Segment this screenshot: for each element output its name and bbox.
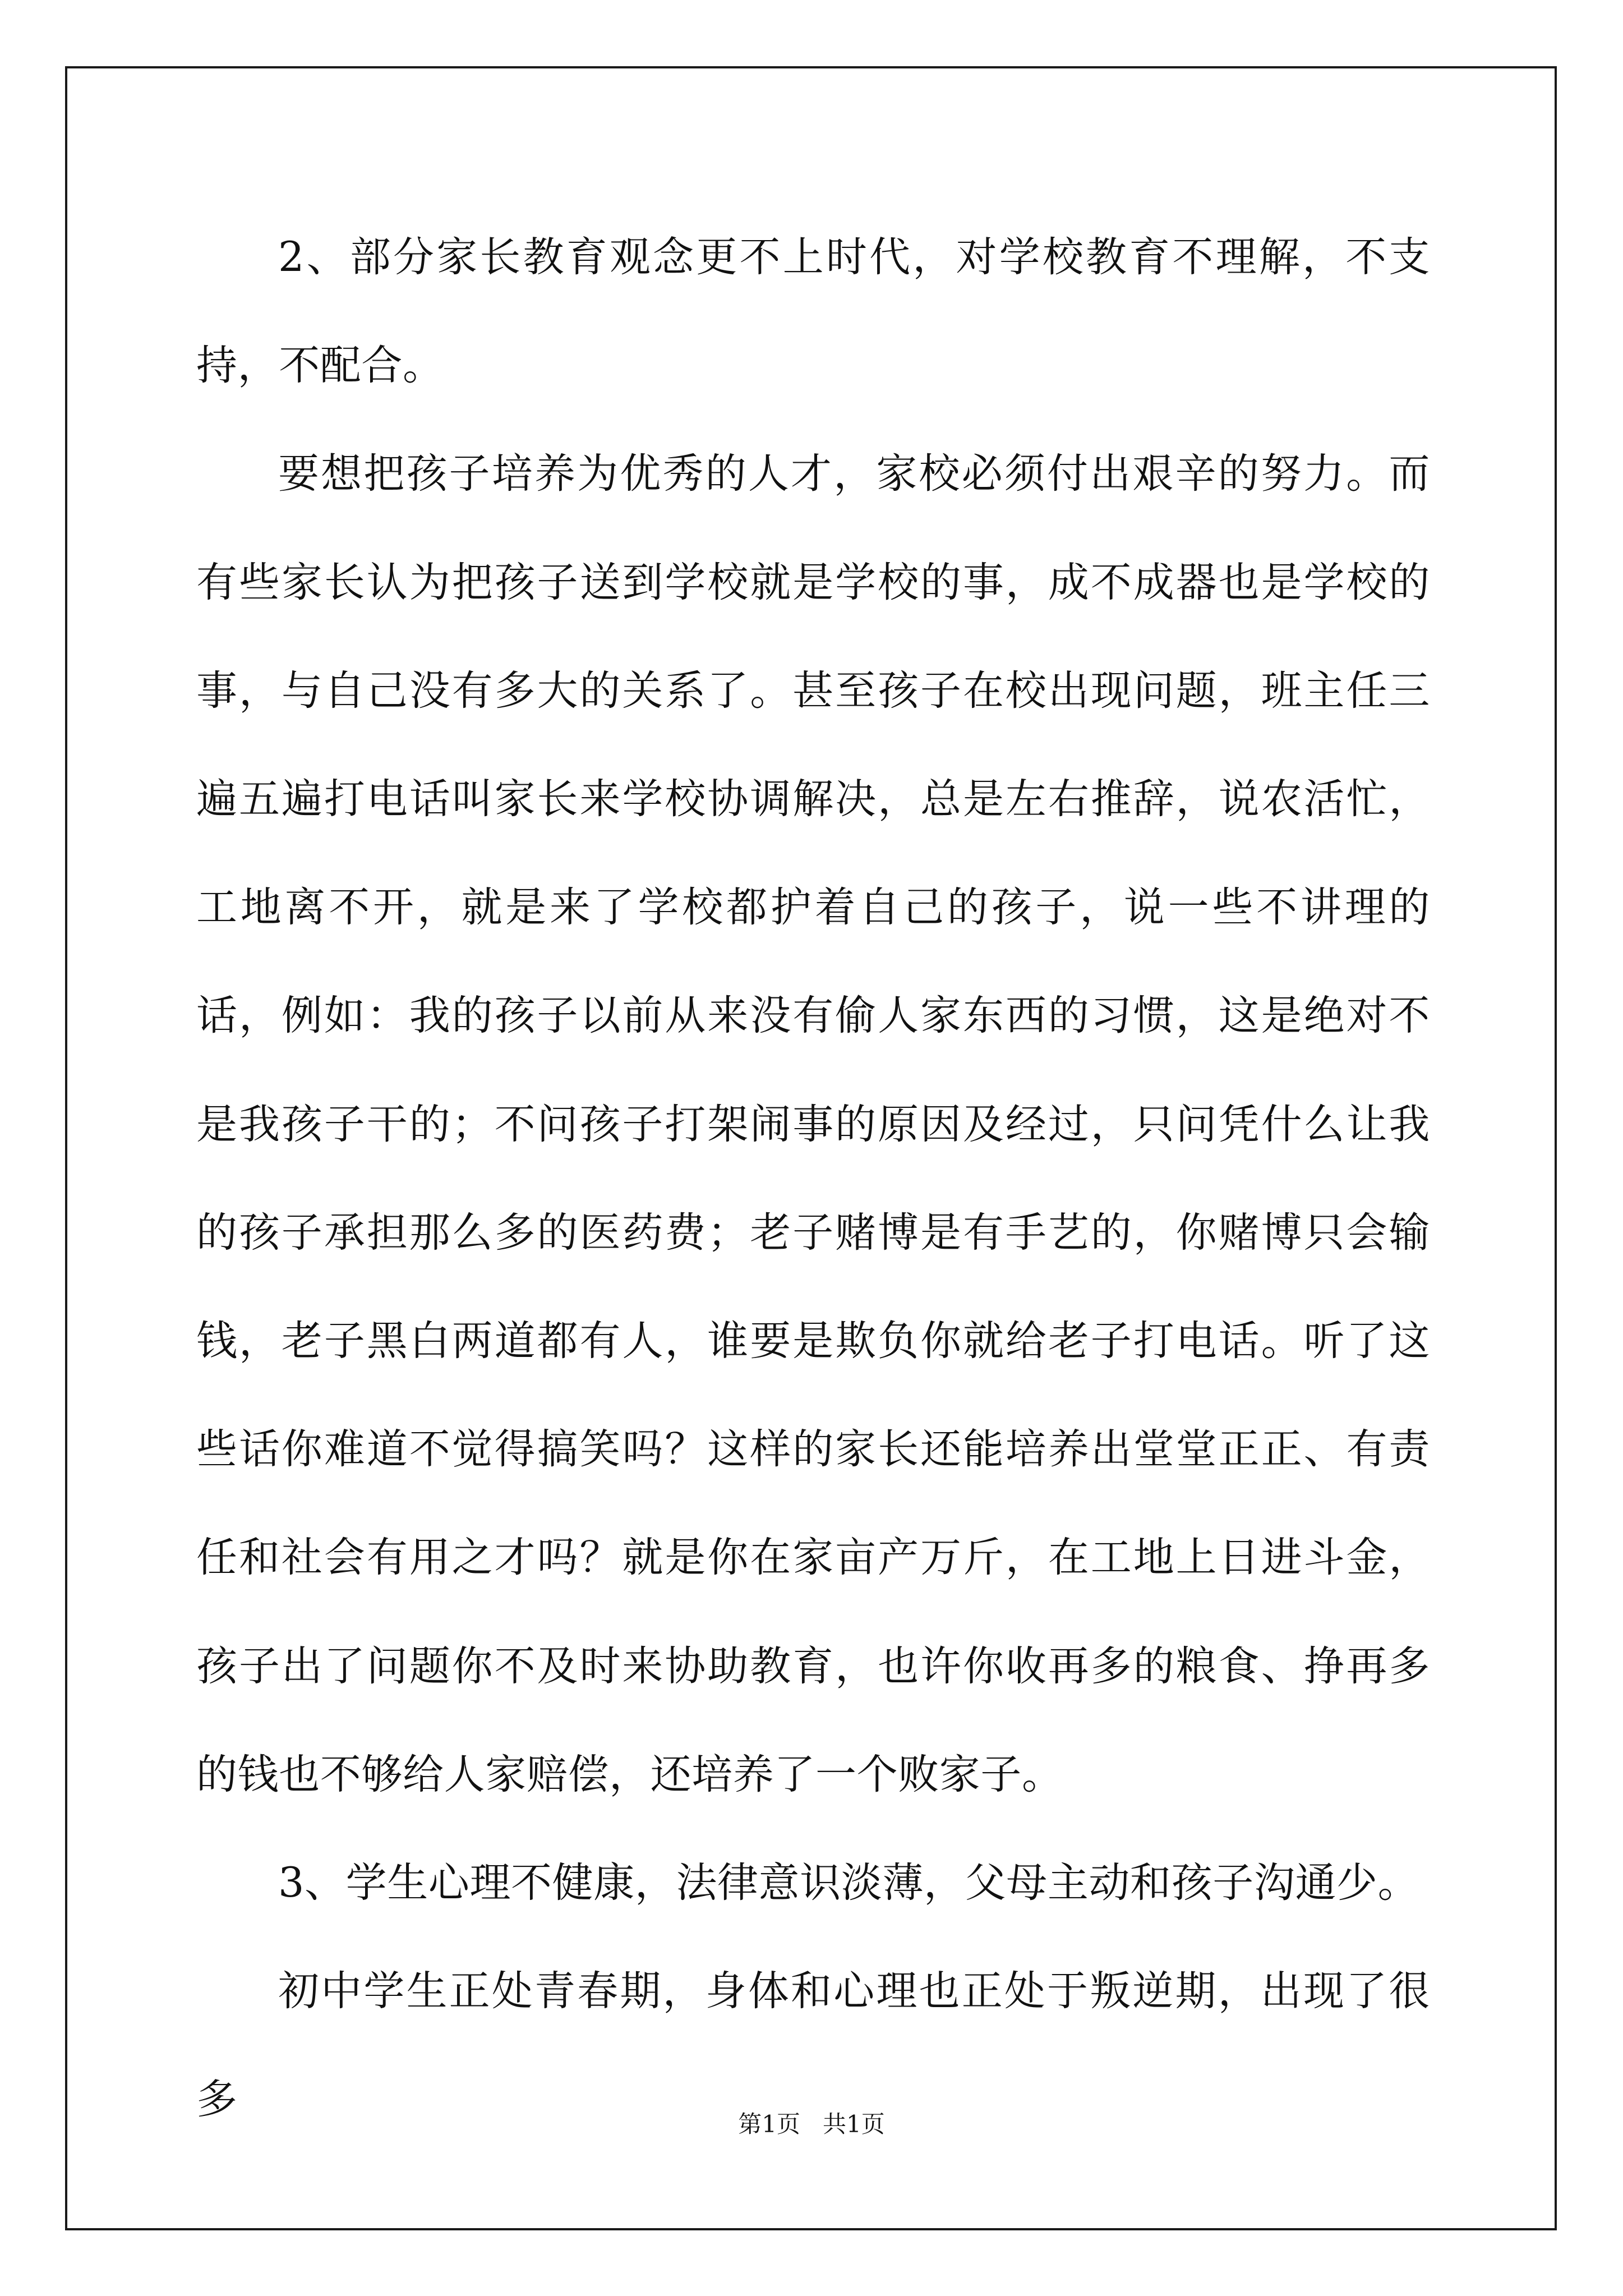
document-body — [196, 203, 1430, 2154]
paragraph-2: 要想把孩子培养为优秀的人才，家校必须付出艰辛的努力。而有些家长认为把孩子送到学校就是学校的事，成不成器也是学校的事，与自己没有多大的关系了。甚至孩子在校出现问题，班主任三遍五遍打电话叫家长来学校协调解决，总是左右推辞，说农活忙，工地离不开，就是来了学校都护着自己的孩子，说一些不讲理的话，例如：我的孩子以前从来没有偷人家东西的习惯，这是绝对不是我孩子干的；不问孩子打架闹事的原因及经过，只问凭什么让我的孩子承担那么多的医药费；老子赌博是有手艺的，你赌博只会输钱，老子黑白两道都有人，谁要是欺负你就给老子打电话。听了这些话你难道不觉得搞笑吗？这样的家长还能培养出堂堂正正、有责任和社会有用之才吗？就是你在家亩产万斤，在工地上日进斗金，孩子出了问题你不及时来协助教育，也许你收再多的粮食、挣再多的钱也不够给人家赔偿，还培养了一个败家子。 — [196, 450, 1430, 1798]
paragraph-4: 初中学生正处青春期，身体和心理也正处于叛逆期，出现了很多 — [196, 1967, 1430, 2124]
page-number-total: 共1页 — [823, 2110, 885, 2138]
paragraph-1: 2、部分家长教育观念更不上时代，对学校教育不理解，不支持，不配合。 — [196, 233, 1430, 390]
paragraph-3: 3、学生心理不健康，法律意识淡薄，父母主动和孩子沟通少。 — [278, 1859, 1419, 1907]
page-number-current: 第1页 — [738, 2110, 800, 2138]
page-footer — [0, 2106, 1623, 2139]
